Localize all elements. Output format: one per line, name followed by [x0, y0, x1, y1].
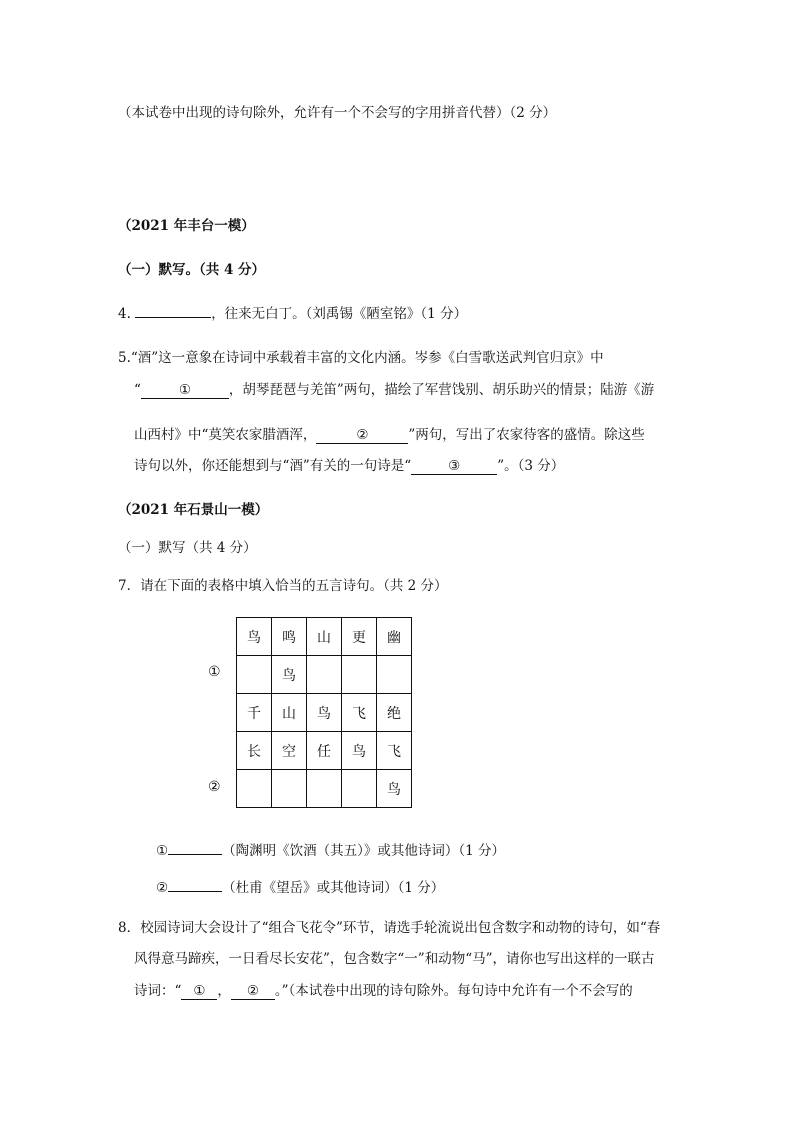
intro-note: （本试卷中出现的诗句除外，允许有一个不会写的字用拼音代替）（2 分） [118, 105, 557, 121]
question-5-line3-text-a: 山西村》中“莫笑农家腊酒浑， [134, 427, 317, 443]
question-5-line3 [134, 425, 645, 445]
question-5-line4 [134, 456, 564, 476]
question-5-line1: 5.“酒”这一意象在诗词中承载着丰富的文化内涵。岑参《白雪歌送武判官归京》中 [118, 350, 604, 366]
question-5-open-quote: “ [134, 382, 141, 398]
question-7-prompt: 7．请在下面的表格中填入恰当的五言诗句。（共 2 分） [118, 578, 448, 594]
part-title-fengtai: （一）默写。（共 4 分） [118, 262, 266, 278]
question-5-line2 [134, 380, 654, 400]
question-8-line1: 8．校园诗词大会设计了“组合飞花令”环节，请选手轮流说出包含数字和动物的诗句，如“春 [118, 920, 661, 936]
answer-1-text: （陶渊明《饮酒（其五）》或其他诗词）（1 分） [222, 843, 505, 859]
answer-2-mark: ② [156, 880, 169, 896]
grid-cell [377, 656, 412, 694]
grid-cell: 鸣 [272, 618, 307, 656]
grid-cell [342, 770, 377, 808]
answer-1-mark: ① [156, 843, 169, 859]
grid-cell: 更 [342, 618, 377, 656]
grid-cell: 鸟 [237, 618, 272, 656]
grid-cell: 长 [237, 732, 272, 770]
question-8-blank-1: ① [181, 983, 217, 1000]
poem-grid [236, 617, 412, 808]
grid-row [237, 618, 412, 656]
question-5-line2-text: ，胡琴琵琶与羌笛”两句，描绘了军营饯别、胡乐助兴的情景；陆游《游 [228, 382, 655, 398]
grid-row [237, 694, 412, 732]
grid-row [237, 732, 412, 770]
grid-row [237, 770, 412, 808]
grid-cell [237, 656, 272, 694]
grid-cell: 绝 [377, 694, 412, 732]
grid-cell: 任 [307, 732, 342, 770]
grid-cell: 千 [237, 694, 272, 732]
grid-cell [307, 656, 342, 694]
question-8-line3-text-b: 。”（本试卷中出现的诗句除外。每句诗中允许有一个不会写的 [274, 983, 633, 999]
question-8-blank-2: ② [231, 983, 275, 1000]
exam-title-shijingshan: （2021 年石景山一模） [118, 502, 269, 518]
question-4-blank [135, 317, 211, 318]
question-5-line4-text-b: ”。（3 分） [497, 458, 565, 474]
question-4 [118, 304, 467, 324]
grid-cell [307, 770, 342, 808]
question-8-line3 [134, 981, 633, 1001]
answer-2-text: （杜甫《望岳》或其他诗词）（1 分） [222, 880, 445, 896]
grid-cell: 山 [272, 694, 307, 732]
grid-cell: 鸟 [307, 694, 342, 732]
question-8-line3-text-a: 诗词：“ [134, 983, 182, 999]
grid-row-mark-1: ① [208, 664, 221, 680]
question-5-blank-3: ③ [411, 458, 497, 475]
answer-1-blank [168, 854, 222, 855]
question-5-line4-text-a: 诗句以外，你还能想到与“酒”有关的一句诗是“ [134, 458, 412, 474]
grid-cell [237, 770, 272, 808]
question-4-text: ，往来无白丁。（刘禹锡《陋室铭》（1 分） [211, 306, 468, 322]
question-8-separator: ， [217, 983, 231, 999]
grid-cell: 鸟 [377, 770, 412, 808]
question-4-number: 4. [118, 306, 131, 322]
grid-cell: 飞 [377, 732, 412, 770]
grid-cell [342, 656, 377, 694]
question-7-answer-2 [156, 878, 444, 898]
grid-cell: 鸟 [342, 732, 377, 770]
question-5-blank-2: ② [316, 427, 408, 444]
grid-cell: 鸟 [272, 656, 307, 694]
grid-cell: 幽 [377, 618, 412, 656]
question-5-blank-1: ① [141, 382, 229, 399]
grid-cell: 山 [307, 618, 342, 656]
question-5-line3-text-b: ”两句，写出了农家待客的盛情。除这些 [408, 427, 645, 443]
question-8-line2: 风得意马蹄疾，一日看尽长安花”，包含数字“一”和动物“马”，请你也写出这样的一联古 [134, 951, 655, 967]
question-7-answer-1 [156, 841, 505, 861]
exam-title-fengtai: （2021 年丰台一模） [118, 218, 255, 234]
grid-cell [272, 770, 307, 808]
grid-cell: 飞 [342, 694, 377, 732]
grid-row-mark-2: ② [208, 779, 221, 795]
grid-row [237, 656, 412, 694]
part-title-shijingshan: （一）默写（共 4 分） [118, 540, 257, 556]
answer-2-blank [168, 891, 222, 892]
grid-cell: 空 [272, 732, 307, 770]
